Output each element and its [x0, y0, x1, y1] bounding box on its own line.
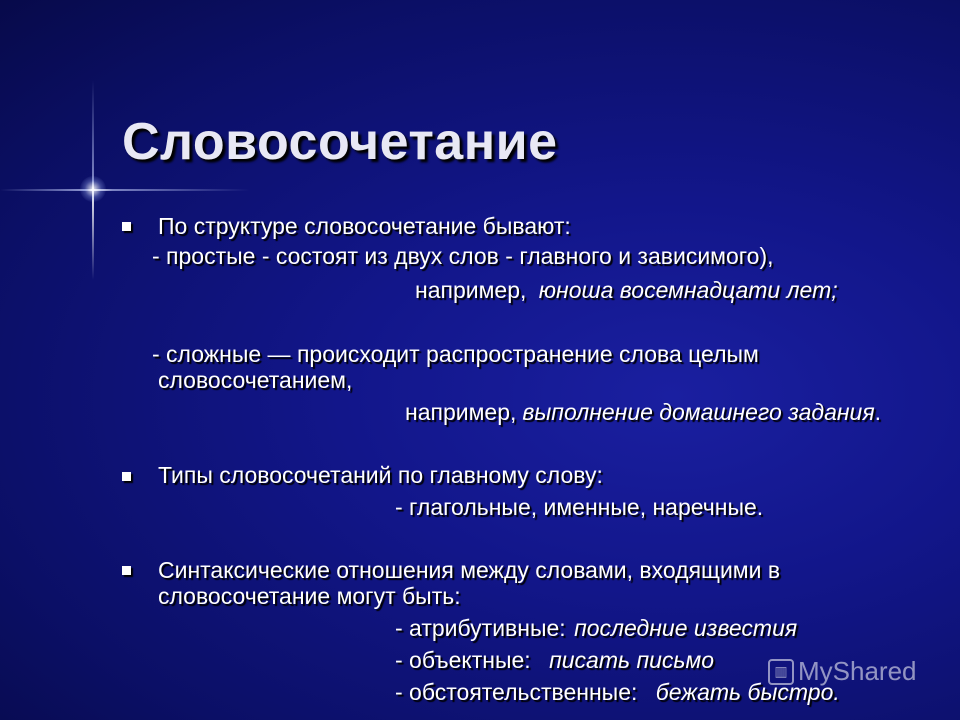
watermark-text: MyShared: [798, 656, 917, 686]
bullet-square-icon: [122, 222, 131, 231]
types-line: - глагольные, именные, наречные.: [395, 494, 764, 520]
objective-label: - объектные:: [395, 647, 531, 673]
objective-line: [395, 647, 714, 673]
bullet-square-icon: [122, 472, 131, 481]
attributive-example: последние известия: [574, 615, 798, 641]
complex-line-2: словосочетанием,: [158, 367, 353, 393]
simple-example: юноша восемнадцати лет;: [538, 277, 838, 303]
simple-example-line: [415, 277, 838, 303]
circumstantial-example: бежать быстро.: [655, 679, 840, 705]
objective-example: писать письмо: [549, 647, 715, 673]
complex-example-prefix: например,: [405, 399, 517, 425]
complex-line-1: - сложные — происходит распространение слова целым: [152, 341, 759, 367]
presentation-icon: ▥: [768, 659, 794, 685]
complex-example: выполнение домашнего задания: [522, 399, 875, 425]
bullet-square-icon: [122, 566, 131, 575]
circumstantial-label: - обстоятельственные:: [395, 679, 638, 705]
attributive-line: [395, 615, 797, 641]
light-flare-glow: [80, 176, 106, 202]
slide-title: Словосочетание: [122, 113, 558, 171]
section2-heading: Типы словосочетаний по главному слову:: [158, 462, 603, 488]
section1-heading: По структуре словосочетание бывают:: [158, 213, 571, 239]
section3-heading-line-2: словосочетание могут быть:: [158, 583, 461, 609]
complex-example-line: [405, 399, 881, 425]
simple-example-prefix: например,: [415, 277, 527, 303]
simple-line: - простые - состоят из двух слов - главного и зависимого),: [152, 243, 774, 269]
complex-example-end: .: [874, 399, 882, 425]
light-flare-horizontal: [0, 189, 250, 191]
attributive-label: - атрибутивные:: [395, 615, 566, 641]
section3-heading-line-1: Синтаксические отношения между словами, входящими в: [158, 557, 781, 583]
watermark: [768, 656, 917, 687]
